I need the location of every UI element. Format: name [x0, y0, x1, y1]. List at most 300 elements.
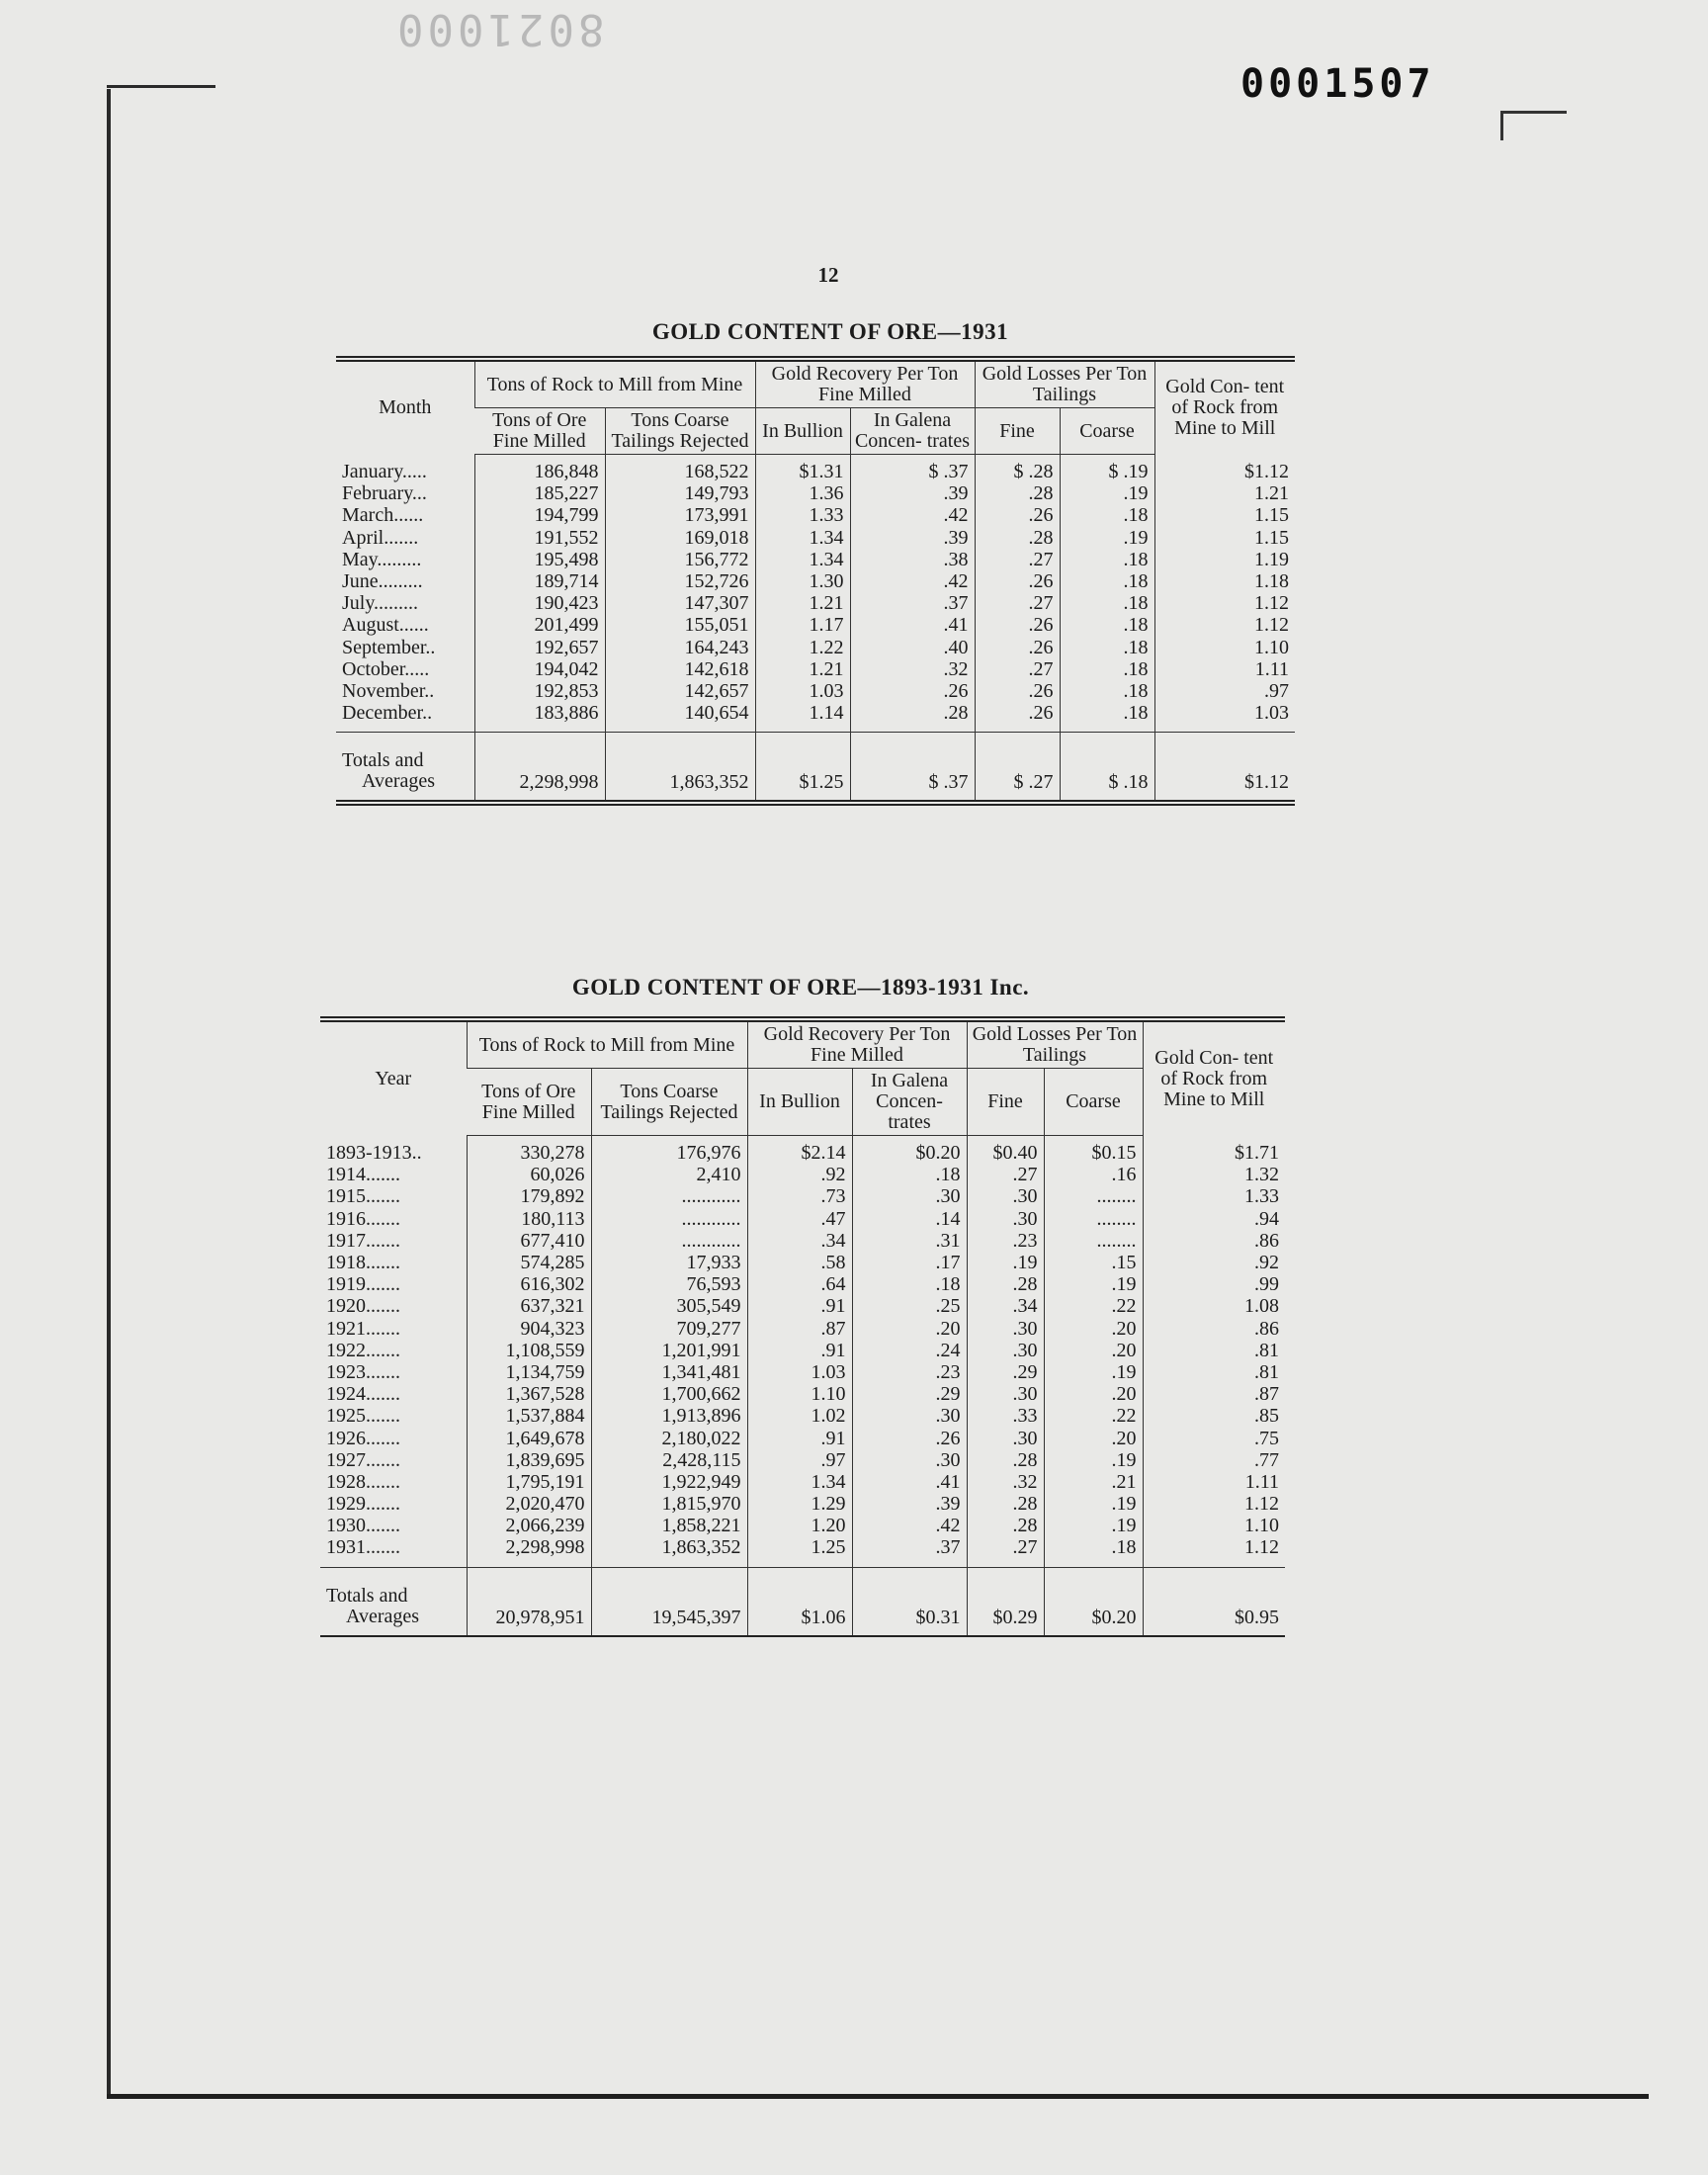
cell-fine: .26 — [975, 614, 1060, 636]
cell-content: 1.10 — [1154, 637, 1295, 658]
table-row — [336, 614, 1295, 636]
cell-tons-ore: 180,113 — [467, 1208, 591, 1230]
cell-tons-ore: 194,042 — [474, 658, 605, 680]
header-tons-ore: Tons of Ore Fine Milled — [474, 408, 605, 455]
table-row — [320, 1361, 1285, 1383]
cell-tons-coarse: 1,858,221 — [591, 1515, 747, 1536]
cell-tons-coarse: 1,913,896 — [591, 1405, 747, 1427]
cell-galena: .39 — [852, 1493, 967, 1515]
cell-fine: .28 — [975, 527, 1060, 549]
cell-content: 1.08 — [1143, 1295, 1285, 1317]
cell-fine: .28 — [975, 482, 1060, 504]
table-row — [320, 1273, 1285, 1295]
table-row — [320, 1136, 1285, 1165]
page-border-top — [107, 85, 215, 88]
cell-tons-coarse: 142,657 — [605, 680, 755, 702]
cell-coarse: .22 — [1044, 1405, 1143, 1427]
cell-galena: .38 — [850, 549, 975, 570]
header-bullion: In Bullion — [747, 1069, 852, 1136]
cell-tons-coarse: 2,428,115 — [591, 1449, 747, 1471]
table-row — [336, 455, 1295, 483]
header-galena: In Galena Concen- trates — [852, 1069, 967, 1136]
cell-bullion: 1.34 — [755, 527, 850, 549]
header-fine: Fine — [967, 1069, 1044, 1136]
table-row — [320, 1164, 1285, 1185]
cell-fine: .27 — [975, 592, 1060, 614]
cell-tons-ore: 189,714 — [474, 570, 605, 592]
cell-coarse: .18 — [1060, 658, 1154, 680]
cell-content: 1.15 — [1154, 527, 1295, 549]
cell-coarse: .19 — [1044, 1273, 1143, 1295]
cell-bullion: .34 — [747, 1230, 852, 1252]
table-row — [336, 527, 1295, 549]
cell-fine: $ .28 — [975, 455, 1060, 483]
table-row — [320, 1318, 1285, 1340]
table-row — [336, 592, 1295, 614]
cell-galena: .30 — [852, 1449, 967, 1471]
cell-coarse: $ .19 — [1060, 455, 1154, 483]
cell-tons-ore: 195,498 — [474, 549, 605, 570]
header-group-recovery: Gold Recovery Per Ton Fine Milled — [755, 359, 975, 408]
cell-label: 1926....... — [326, 1427, 400, 1449]
cell-fine: .27 — [975, 658, 1060, 680]
cell-galena: .17 — [852, 1252, 967, 1273]
cell-tons-ore: 186,848 — [474, 455, 605, 483]
cell-tons-coarse: 169,018 — [605, 527, 755, 549]
cell-galena: .18 — [852, 1164, 967, 1185]
cell-galena: .20 — [852, 1318, 967, 1340]
cell-tons-coarse: 152,726 — [605, 570, 755, 592]
cell-tons-coarse: 168,522 — [605, 455, 755, 483]
cell-label: May......... — [342, 548, 422, 570]
cell-fine: .26 — [975, 702, 1060, 733]
table2-title: GOLD CONTENT OF ORE—1893-1931 Inc. — [571, 975, 1030, 1000]
cell-coarse: .18 — [1060, 637, 1154, 658]
cell-label: 1924....... — [326, 1383, 400, 1406]
table-row — [320, 1471, 1285, 1493]
cell-coarse: .18 — [1060, 504, 1154, 526]
cell-bullion: 1.14 — [755, 702, 850, 733]
table-1931 — [336, 356, 1295, 806]
cell-bullion: 1.34 — [755, 549, 850, 570]
cell-galena: .28 — [850, 702, 975, 733]
cell-tons-ore: 677,410 — [467, 1230, 591, 1252]
cell-coarse: .18 — [1060, 702, 1154, 733]
cell-tons-coarse: 164,243 — [605, 637, 755, 658]
cell-label: 1928....... — [326, 1470, 400, 1493]
cell-tons-ore: 1,367,528 — [467, 1383, 591, 1405]
faint-document-id: 8021000 — [393, 4, 605, 54]
header-fine: Fine — [975, 408, 1060, 455]
cell-tons-coarse: 2,180,022 — [591, 1427, 747, 1448]
cell-coarse: .18 — [1060, 614, 1154, 636]
cell-tons-coarse: 1,341,481 — [591, 1361, 747, 1383]
cell-galena: .30 — [852, 1185, 967, 1207]
cell-galena: .14 — [852, 1208, 967, 1230]
cell-fine: .30 — [967, 1208, 1044, 1230]
cell-coarse: .21 — [1044, 1471, 1143, 1493]
totals-label-line1: Totals and — [342, 749, 424, 772]
cell-bullion: .92 — [747, 1164, 852, 1185]
cell-bullion: .64 — [747, 1273, 852, 1295]
cell-tons-ore: 1,134,759 — [467, 1361, 591, 1383]
totals-label-line1: Totals and — [326, 1584, 408, 1607]
cell-fine: .19 — [967, 1252, 1044, 1273]
corner-mark — [1502, 111, 1567, 114]
cell-tons-ore: 2,020,470 — [467, 1493, 591, 1515]
cell-fine: .26 — [975, 680, 1060, 702]
cell-content: $1.71 — [1143, 1136, 1285, 1165]
cell-label: 1916....... — [326, 1207, 400, 1230]
cell-content: 1.33 — [1143, 1185, 1285, 1207]
cell-fine: .29 — [967, 1361, 1044, 1383]
table-row — [336, 549, 1295, 570]
cell-fine: .30 — [967, 1427, 1044, 1448]
cell-tons-ore: 574,285 — [467, 1252, 591, 1273]
cell-label: 1917....... — [326, 1229, 400, 1252]
cell-tons-coarse: 17,933 — [591, 1252, 747, 1273]
cell-galena: .37 — [852, 1536, 967, 1567]
cell-coarse: .19 — [1060, 527, 1154, 549]
cell-tons-ore: 194,799 — [474, 504, 605, 526]
totals-cell-tons-coarse: 1,863,352 — [605, 733, 755, 804]
cell-coarse: $0.15 — [1044, 1136, 1143, 1165]
cell-content: .77 — [1143, 1449, 1285, 1471]
table-row — [320, 1295, 1285, 1317]
cell-galena: .31 — [852, 1230, 967, 1252]
cell-tons-ore: 60,026 — [467, 1164, 591, 1185]
cell-coarse: .18 — [1060, 549, 1154, 570]
page-border-left — [107, 89, 111, 2096]
cell-label: March...... — [342, 504, 424, 527]
cell-galena: .24 — [852, 1340, 967, 1361]
cell-bullion: 1.33 — [755, 504, 850, 526]
table-row — [336, 504, 1295, 526]
cell-bullion: $1.31 — [755, 455, 850, 483]
cell-label: 1914....... — [326, 1164, 400, 1186]
cell-label: August...... — [342, 614, 429, 637]
cell-content: .75 — [1143, 1427, 1285, 1448]
cell-coarse: .19 — [1044, 1361, 1143, 1383]
totals-cell-galena: $0.31 — [852, 1567, 967, 1636]
cell-coarse: .18 — [1044, 1536, 1143, 1567]
table-1893-1931 — [320, 1016, 1285, 1637]
cell-fine: .30 — [967, 1318, 1044, 1340]
cell-content: 1.12 — [1143, 1493, 1285, 1515]
cell-tons-ore: 2,066,239 — [467, 1515, 591, 1536]
cell-bullion: 1.02 — [747, 1405, 852, 1427]
cell-label: 1927....... — [326, 1448, 400, 1471]
cell-galena: .41 — [850, 614, 975, 636]
cell-fine: .28 — [967, 1515, 1044, 1536]
cell-bullion: 1.30 — [755, 570, 850, 592]
cell-coarse: .19 — [1044, 1493, 1143, 1515]
cell-bullion: .97 — [747, 1449, 852, 1471]
cell-coarse: .20 — [1044, 1427, 1143, 1448]
cell-tons-coarse: 305,549 — [591, 1295, 747, 1317]
table-row — [336, 702, 1295, 733]
cell-galena: .42 — [850, 504, 975, 526]
totals-cell-content: $0.95 — [1143, 1567, 1285, 1636]
cell-content: 1.12 — [1143, 1536, 1285, 1567]
totals-cell-coarse: $0.20 — [1044, 1567, 1143, 1636]
cell-content: .85 — [1143, 1405, 1285, 1427]
cell-fine: .27 — [975, 549, 1060, 570]
cell-label: 1931....... — [326, 1536, 400, 1559]
cell-content: 1.11 — [1143, 1471, 1285, 1493]
table-row — [336, 658, 1295, 680]
cell-coarse: .20 — [1044, 1383, 1143, 1405]
page-border-bottom — [107, 2094, 1649, 2099]
cell-tons-coarse: 1,815,970 — [591, 1493, 747, 1515]
cell-galena: .26 — [850, 680, 975, 702]
totals-cell-tons-ore: 20,978,951 — [467, 1567, 591, 1636]
cell-coarse: ........ — [1044, 1185, 1143, 1207]
cell-tons-ore: 330,278 — [467, 1136, 591, 1165]
cell-tons-ore: 1,108,559 — [467, 1340, 591, 1361]
cell-content: 1.15 — [1154, 504, 1295, 526]
cell-bullion: .91 — [747, 1295, 852, 1317]
cell-label: December.. — [342, 702, 433, 725]
cell-coarse: .19 — [1060, 482, 1154, 504]
cell-coarse: .15 — [1044, 1252, 1143, 1273]
cell-galena: .40 — [850, 637, 975, 658]
cell-content: 1.12 — [1154, 592, 1295, 614]
header-group-tons: Tons of Rock to Mill from Mine — [467, 1019, 747, 1069]
cell-fine: .27 — [967, 1536, 1044, 1567]
table-row — [320, 1340, 1285, 1361]
table-row — [336, 482, 1295, 504]
cell-label: 1930....... — [326, 1515, 400, 1537]
cell-label: 1923....... — [326, 1360, 400, 1383]
table-row — [320, 1252, 1285, 1273]
cell-label: November.. — [342, 679, 435, 702]
cell-content: .81 — [1143, 1340, 1285, 1361]
cell-label: April....... — [342, 526, 419, 549]
cell-tons-coarse: 709,277 — [591, 1318, 747, 1340]
cell-tons-ore: 2,298,998 — [467, 1536, 591, 1567]
cell-tons-ore: 637,321 — [467, 1295, 591, 1317]
totals-cell-bullion: $1.25 — [755, 733, 850, 804]
cell-tons-ore: 191,552 — [474, 527, 605, 549]
cell-tons-ore: 1,795,191 — [467, 1471, 591, 1493]
totals-cell-fine: $ .27 — [975, 733, 1060, 804]
cell-label: 1921....... — [326, 1317, 400, 1340]
table-row — [320, 1383, 1285, 1405]
cell-bullion: 1.03 — [747, 1361, 852, 1383]
cell-coarse: .18 — [1060, 570, 1154, 592]
cell-galena: .18 — [852, 1273, 967, 1295]
cell-tons-coarse: 76,593 — [591, 1273, 747, 1295]
cell-tons-coarse: 147,307 — [605, 592, 755, 614]
header-label: Month — [379, 396, 432, 419]
cell-content: 1.32 — [1143, 1164, 1285, 1185]
totals-label — [336, 733, 474, 804]
header-group-losses: Gold Losses Per Ton Tailings — [967, 1019, 1143, 1069]
cell-label: 1919....... — [326, 1273, 400, 1296]
cell-tons-coarse: 1,863,352 — [591, 1536, 747, 1567]
cell-fine: .27 — [967, 1164, 1044, 1185]
cell-fine: $0.40 — [967, 1136, 1044, 1165]
cell-tons-coarse: 140,654 — [605, 702, 755, 733]
cell-coarse: .20 — [1044, 1340, 1143, 1361]
cell-content: 1.19 — [1154, 549, 1295, 570]
cell-galena: $ .37 — [850, 455, 975, 483]
document-id: 0001507 — [1240, 61, 1435, 107]
cell-content: $1.12 — [1154, 455, 1295, 483]
cell-fine: .26 — [975, 637, 1060, 658]
cell-bullion: $2.14 — [747, 1136, 852, 1165]
header-galena: In Galena Concen- trates — [850, 408, 975, 455]
totals-label — [320, 1567, 467, 1636]
cell-content: .97 — [1154, 680, 1295, 702]
cell-bullion: 1.25 — [747, 1536, 852, 1567]
cell-coarse: .20 — [1044, 1318, 1143, 1340]
cell-bullion: .91 — [747, 1427, 852, 1448]
table-row — [320, 1230, 1285, 1252]
cell-label: 1920....... — [326, 1295, 400, 1318]
cell-fine: .28 — [967, 1273, 1044, 1295]
cell-tons-coarse: 149,793 — [605, 482, 755, 504]
cell-tons-coarse: 155,051 — [605, 614, 755, 636]
cell-fine: .28 — [967, 1449, 1044, 1471]
table1-title: GOLD CONTENT OF ORE—1931 — [651, 319, 1009, 344]
totals-cell-coarse: $ .18 — [1060, 733, 1154, 804]
cell-fine: .30 — [967, 1185, 1044, 1207]
cell-galena: .26 — [852, 1427, 967, 1448]
cell-tons-ore: 192,657 — [474, 637, 605, 658]
cell-galena: .29 — [852, 1383, 967, 1405]
table-row — [320, 1536, 1285, 1567]
table-row — [320, 1427, 1285, 1448]
cell-content: .86 — [1143, 1318, 1285, 1340]
cell-label: 1893-1913.. — [326, 1141, 422, 1164]
cell-bullion: 1.17 — [755, 614, 850, 636]
cell-galena: .23 — [852, 1361, 967, 1383]
cell-bullion: 1.03 — [755, 680, 850, 702]
cell-fine: .32 — [967, 1471, 1044, 1493]
cell-galena: .25 — [852, 1295, 967, 1317]
header-group-losses: Gold Losses Per Ton Tailings — [975, 359, 1154, 408]
header-group-recovery: Gold Recovery Per Ton Fine Milled — [747, 1019, 967, 1069]
cell-tons-ore: 190,423 — [474, 592, 605, 614]
header-group-tons: Tons of Rock to Mill from Mine — [474, 359, 755, 408]
cell-tons-coarse: 1,922,949 — [591, 1471, 747, 1493]
table-row — [320, 1405, 1285, 1427]
table-row — [320, 1208, 1285, 1230]
cell-coarse: .18 — [1060, 680, 1154, 702]
table-row — [336, 680, 1295, 702]
cell-bullion: .58 — [747, 1252, 852, 1273]
cell-galena: .42 — [852, 1515, 967, 1536]
header-coarse: Coarse — [1044, 1069, 1143, 1136]
cell-tons-coarse: 156,772 — [605, 549, 755, 570]
cell-content: .87 — [1143, 1383, 1285, 1405]
cell-tons-ore: 1,649,678 — [467, 1427, 591, 1448]
cell-coarse: ........ — [1044, 1208, 1143, 1230]
cell-label: 1922....... — [326, 1339, 400, 1361]
cell-content: 1.18 — [1154, 570, 1295, 592]
cell-tons-ore: 1,839,695 — [467, 1449, 591, 1471]
cell-content: 1.11 — [1154, 658, 1295, 680]
cell-tons-ore: 179,892 — [467, 1185, 591, 1207]
cell-bullion: 1.34 — [747, 1471, 852, 1493]
cell-content: .86 — [1143, 1230, 1285, 1252]
cell-fine: .23 — [967, 1230, 1044, 1252]
totals-cell-galena: $ .37 — [850, 733, 975, 804]
cell-bullion: .73 — [747, 1185, 852, 1207]
cell-tons-coarse: ............ — [591, 1230, 747, 1252]
totals-label-line2: Averages — [346, 1605, 420, 1627]
header-label: Year — [375, 1067, 412, 1089]
cell-galena: .30 — [852, 1405, 967, 1427]
cell-label: February... — [342, 482, 427, 505]
cell-galena: $0.20 — [852, 1136, 967, 1165]
cell-fine: .33 — [967, 1405, 1044, 1427]
cell-label: 1925....... — [326, 1405, 400, 1428]
page-number: 12 — [817, 263, 839, 287]
cell-bullion: .91 — [747, 1340, 852, 1361]
cell-content: 1.12 — [1154, 614, 1295, 636]
cell-label: July......... — [342, 592, 419, 615]
cell-label: January..... — [342, 460, 427, 482]
cell-tons-ore: 1,537,884 — [467, 1405, 591, 1427]
cell-tons-ore: 616,302 — [467, 1273, 591, 1295]
cell-content: .81 — [1143, 1361, 1285, 1383]
cell-label: 1915....... — [326, 1185, 400, 1208]
cell-galena: .39 — [850, 527, 975, 549]
cell-fine: .34 — [967, 1295, 1044, 1317]
cell-bullion: 1.20 — [747, 1515, 852, 1536]
header-tons-ore: Tons of Ore Fine Milled — [467, 1069, 591, 1136]
header-content: Gold Con- tent of Rock from Mine to Mill — [1154, 359, 1295, 455]
table-row — [320, 1493, 1285, 1515]
cell-bullion: 1.21 — [755, 658, 850, 680]
table-row — [320, 1449, 1285, 1471]
cell-content: .99 — [1143, 1273, 1285, 1295]
cell-coarse: .19 — [1044, 1449, 1143, 1471]
table-row — [336, 570, 1295, 592]
cell-coarse: .22 — [1044, 1295, 1143, 1317]
cell-bullion: 1.10 — [747, 1383, 852, 1405]
cell-fine: .30 — [967, 1340, 1044, 1361]
header-content: Gold Con- tent of Rock from Mine to Mill — [1143, 1019, 1285, 1136]
cell-tons-coarse: 2,410 — [591, 1164, 747, 1185]
cell-fine: .28 — [967, 1493, 1044, 1515]
cell-label: 1929....... — [326, 1493, 400, 1516]
totals-cell-fine: $0.29 — [967, 1567, 1044, 1636]
cell-coarse: .19 — [1044, 1515, 1143, 1536]
cell-label: 1918....... — [326, 1252, 400, 1274]
cell-bullion: 1.36 — [755, 482, 850, 504]
header-tons-coarse: Tons Coarse Tailings Rejected — [591, 1069, 747, 1136]
cell-tons-coarse: ............ — [591, 1208, 747, 1230]
cell-label: September.. — [342, 636, 436, 658]
cell-galena: .42 — [850, 570, 975, 592]
cell-bullion: 1.29 — [747, 1493, 852, 1515]
corner-mark-vertical — [1500, 111, 1503, 140]
cell-bullion: .47 — [747, 1208, 852, 1230]
totals-cell-tons-coarse: 19,545,397 — [591, 1567, 747, 1636]
cell-label: October..... — [342, 657, 430, 680]
cell-content: 1.21 — [1154, 482, 1295, 504]
table-row — [336, 637, 1295, 658]
header-tons-coarse: Tons Coarse Tailings Rejected — [605, 408, 755, 455]
table-row — [320, 1185, 1285, 1207]
cell-tons-ore: 904,323 — [467, 1318, 591, 1340]
cell-bullion: 1.21 — [755, 592, 850, 614]
totals-label-line2: Averages — [362, 770, 436, 793]
